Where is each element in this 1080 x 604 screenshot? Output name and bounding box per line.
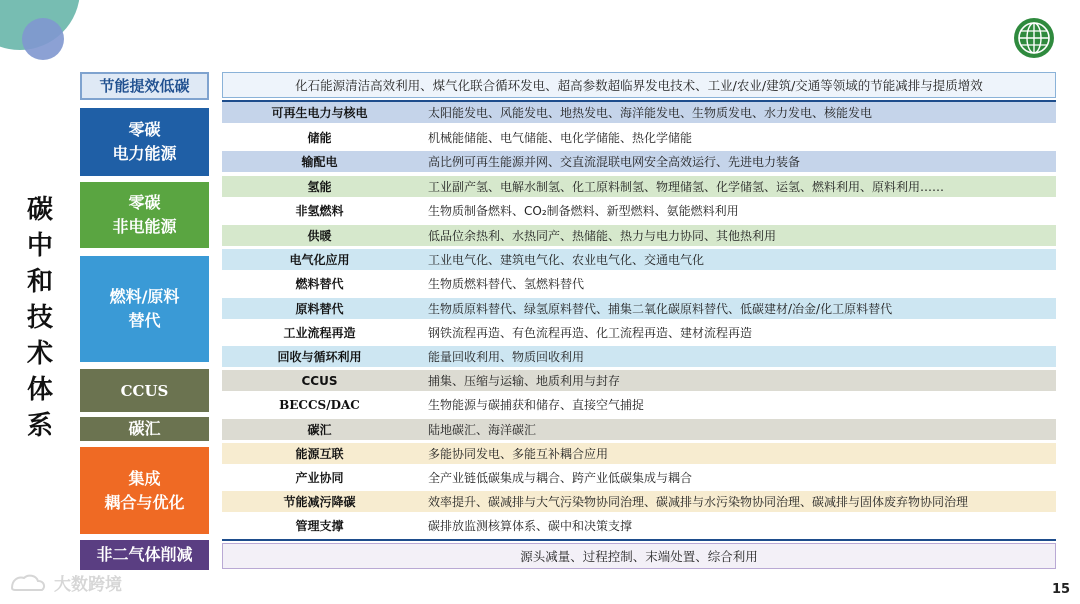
row-desc: 多能协同发电、多能互补耦合应用 xyxy=(428,447,609,461)
table-row xyxy=(222,127,1056,148)
row-desc: 全产业链低碳集成与耦合、跨产业低碳集成与耦合 xyxy=(428,471,693,485)
vertical-title: 碳 中 和 技 术 体 系 xyxy=(26,195,53,441)
row-name: 输配电 xyxy=(301,155,338,169)
row-name: BECCS/DAC xyxy=(279,397,360,412)
table-row xyxy=(222,394,1056,415)
row-name: 能源互联 xyxy=(295,447,344,461)
row-name: 管理支撑 xyxy=(295,519,344,533)
row-name: 电气化应用 xyxy=(289,253,350,267)
category-carbon-sink: 碳汇 xyxy=(80,417,209,441)
row-name: CCUS xyxy=(301,373,338,388)
row-desc: 陆地碳汇、海洋碳汇 xyxy=(428,423,537,437)
row-name: 燃料替代 xyxy=(295,277,344,291)
row-desc: 生物质燃料替代、氢燃料替代 xyxy=(428,277,585,291)
category-energy-efficiency: 节能提效低碳 xyxy=(80,72,209,100)
row-desc: 生物质制备燃料、CO₂制备燃料、新型燃料、氨能燃料利用 xyxy=(428,204,739,218)
row-desc: 效率提升、碳减排与大气污染物协同治理、碳减排与水污染物协同治理、碳减排与固体废弃物协同治理 xyxy=(428,495,969,509)
category-fuel-material-substitution: 燃料/原料 替代 xyxy=(80,256,209,362)
row-name: 节能减污降碳 xyxy=(283,495,356,509)
table-row xyxy=(222,443,1056,464)
row-name: 原料替代 xyxy=(295,302,344,316)
row-desc: 机械能储能、电气储能、电化学储能、热化学储能 xyxy=(428,131,693,145)
globe-logo-icon xyxy=(1012,16,1056,60)
row-desc: 生物质原料替代、绿氢原料替代、捕集二氧化碳原料替代、低碳建材/冶金/化工原料替代 xyxy=(428,302,893,316)
page-number: 15 xyxy=(1052,582,1071,597)
row-desc: 碳排放监测核算体系、碳中和决策支撑 xyxy=(428,519,633,533)
watermark-logo-icon xyxy=(8,572,48,594)
table-row xyxy=(222,467,1056,488)
table-row xyxy=(222,491,1056,512)
category-zero-carbon-power: 零碳 电力能源 xyxy=(80,108,209,176)
table-row xyxy=(222,515,1056,536)
watermark xyxy=(8,570,122,595)
category-integration-optimization: 集成 耦合与优化 xyxy=(80,447,209,534)
table-row xyxy=(222,346,1056,367)
divider-bottom xyxy=(222,539,1056,541)
table-row xyxy=(222,225,1056,246)
watermark-text: 大数跨境 xyxy=(54,575,122,595)
row-name: 回收与循环利用 xyxy=(277,350,362,364)
row-desc: 钢铁流程再造、有色流程再造、化工流程再造、建材流程再造 xyxy=(428,326,753,340)
row-name: 碳汇 xyxy=(307,423,332,437)
row-desc: 工业电气化、建筑电气化、农业电气化、交通电气化 xyxy=(428,253,705,267)
table-row xyxy=(222,419,1056,440)
table-row xyxy=(222,176,1056,197)
row-name: 可再生电力与核电 xyxy=(271,106,368,120)
table-row xyxy=(222,249,1056,270)
row-desc: 工业副产氢、电解水制氢、化工原料制氢、物理储氢、化学储氢、运氢、燃料利用、原料利用…… xyxy=(428,180,945,194)
row-desc: 捕集、压缩与运输、地质利用与封存 xyxy=(428,374,621,388)
row-name: 工业流程再造 xyxy=(283,326,356,340)
category-zero-carbon-non-power: 零碳 非电能源 xyxy=(80,182,209,248)
row-name: 氢能 xyxy=(307,180,332,194)
row-name: 产业协同 xyxy=(295,471,344,485)
row-desc: 低品位余热利、水热同产、热储能、热力与电力协同、其他热利用 xyxy=(428,229,777,243)
table-row xyxy=(222,200,1056,221)
table-row xyxy=(222,273,1056,294)
row-name: 储能 xyxy=(307,131,332,145)
top-banner: 化石能源清洁高效利用、煤气化联合循环发电、超高参数超临界发电技术、工业/农业/建筑/交通等领域的节能减排与提质增效 xyxy=(222,72,1056,98)
row-name: 供暖 xyxy=(307,229,332,243)
row-name: 非氢燃料 xyxy=(295,204,344,218)
table-row xyxy=(222,298,1056,319)
table-row xyxy=(222,322,1056,343)
table-row xyxy=(222,370,1056,391)
bottom-banner: 源头减量、过程控制、末端处置、综合利用 xyxy=(222,543,1056,569)
category-non-co2-reduction: 非二气体削减 xyxy=(80,540,209,570)
table-row xyxy=(222,151,1056,172)
row-desc: 能量回收利用、物质回收利用 xyxy=(428,350,585,364)
category-ccus: CCUS xyxy=(80,369,209,412)
decorative-circle-blue xyxy=(22,18,64,60)
row-desc: 生物能源与碳捕获和储存、直接空气捕捉 xyxy=(428,398,645,412)
row-desc: 高比例可再生能源并网、交直流混联电网安全高效运行、先进电力装备 xyxy=(428,155,801,169)
row-desc: 太阳能发电、风能发电、地热发电、海洋能发电、生物质发电、水力发电、核能发电 xyxy=(428,106,873,120)
table-row xyxy=(222,102,1056,123)
